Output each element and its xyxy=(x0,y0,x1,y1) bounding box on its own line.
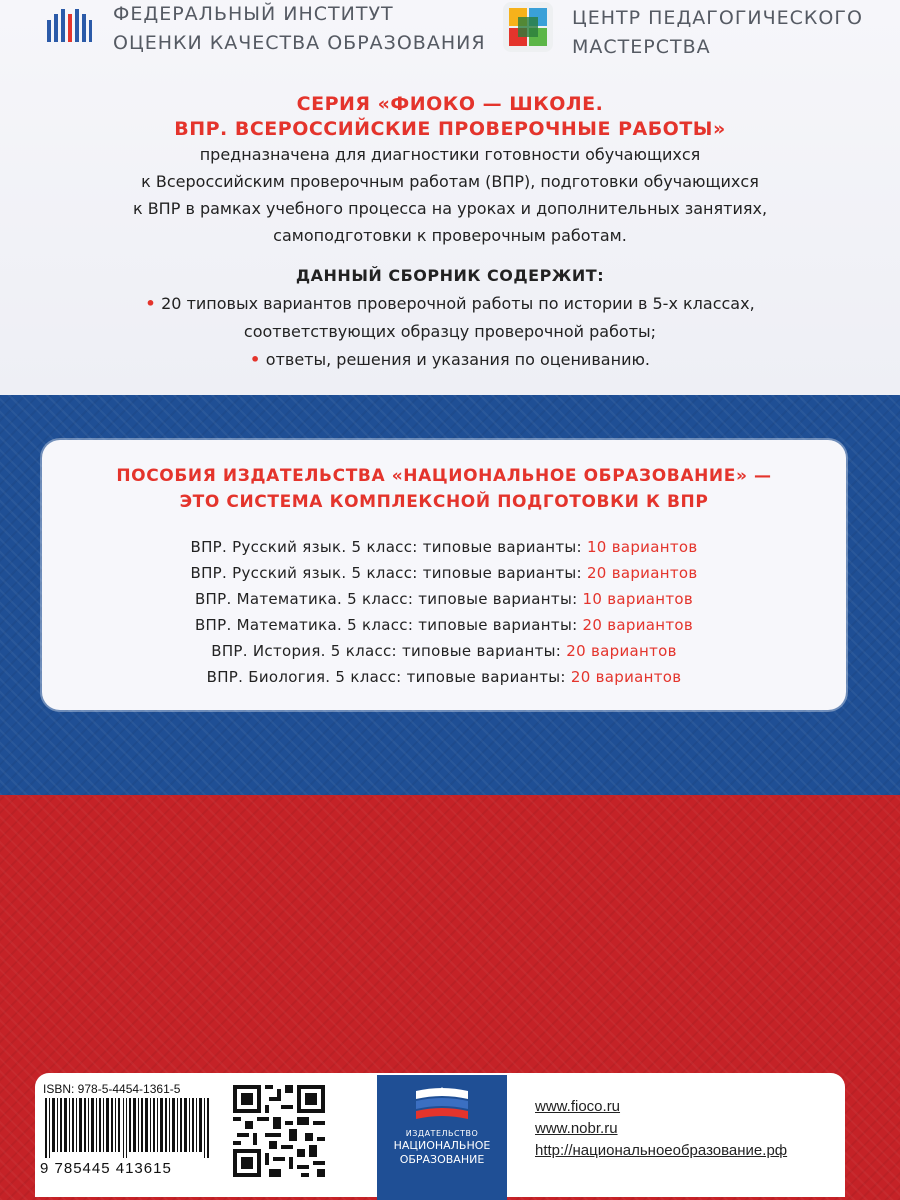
cpm-logo-icon xyxy=(503,2,553,52)
publisher-flag-icon xyxy=(412,1085,472,1127)
url-fioco-link[interactable]: www.fioco.ru xyxy=(535,1098,621,1115)
isbn-label: ISBN: 978-5-4454-1361-5 xyxy=(43,1082,181,1096)
url-nobr-link[interactable]: www.nobr.ru xyxy=(535,1120,618,1137)
fioko-logo-icon xyxy=(45,6,93,46)
qr-code-icon xyxy=(233,1085,325,1177)
barcode-icon xyxy=(43,1098,211,1158)
books-panel xyxy=(42,440,846,710)
book-item: ВПР. Русский язык. 5 класс: типовые варианты: 10 вариантов xyxy=(190,538,698,556)
book-item: ВПР. Математика. 5 класс: типовые варианты: 20 вариантов xyxy=(194,616,694,634)
url-publisher-link[interactable]: http://национальноеобразование.рф xyxy=(535,1142,788,1159)
fioko-logo-text: ФЕДЕРАЛЬНЫЙ ИНСТИТУТ ОЦЕНКИ КАЧЕСТВА ОБРАЗОВАНИЯ xyxy=(113,3,486,54)
contents-heading: ДАННЫЙ СБОРНИК СОДЕРЖИТ: xyxy=(295,266,605,285)
publisher-logo xyxy=(377,1075,507,1200)
bullet-dot-icon: • xyxy=(145,294,162,313)
cpm-logo-text: ЦЕНТР ПЕДАГОГИЧЕСКОГО МАСТЕРСТВА xyxy=(572,7,863,58)
publisher-name: НАЦИОНАЛЬНОЕ ОБРАЗОВАНИЕ xyxy=(393,1139,491,1166)
contents-bullet-1: • 20 типовых вариантов проверочной работы по истории в 5-х классах, соответствующих образцу проверочной работы; xyxy=(145,294,755,341)
publisher-label: ИЗДАТЕЛЬСТВО xyxy=(405,1129,479,1138)
book-item: ВПР. Биология. 5 класс: типовые варианты: 20 вариантов xyxy=(206,668,682,686)
barcode-number: 9 785445 413615 xyxy=(40,1160,172,1177)
book-item: ВПР. История. 5 класс: типовые варианты: 20 вариантов xyxy=(211,642,677,660)
book-item: ВПР. Математика. 5 класс: типовые варианты: 10 вариантов xyxy=(194,590,694,608)
book-item: ВПР. Русский язык. 5 класс: типовые варианты: 20 вариантов xyxy=(190,564,698,582)
series-title-line2: ВПР. ВСЕРОССИЙСКИЕ ПРОВЕРОЧНЫЕ РАБОТЫ» xyxy=(174,118,726,140)
series-description: предназначена для диагностики готовности обучающихся к Всероссийским проверочным работам (ВПР), подготовки обучающихся к ВПР в рамках учебного процесса на уроках и дополнительных занятиях, самоподготовки к проверочным работам. xyxy=(132,145,768,245)
contents-bullet-2: • ответы, решения и указания по оцениванию. xyxy=(249,350,651,369)
series-title-line1: СЕРИЯ «ФИОКО — ШКОЛЕ. xyxy=(296,93,604,115)
panel-title-line2: ЭТО СИСТЕМА КОМПЛЕКСНОЙ ПОДГОТОВКИ К ВПР xyxy=(179,492,709,512)
panel-title-line1: ПОСОБИЯ ИЗДАТЕЛЬСТВА «НАЦИОНАЛЬНОЕ ОБРАЗОВАНИЕ» — xyxy=(116,466,772,486)
bullet-dot-icon: • xyxy=(249,350,266,369)
